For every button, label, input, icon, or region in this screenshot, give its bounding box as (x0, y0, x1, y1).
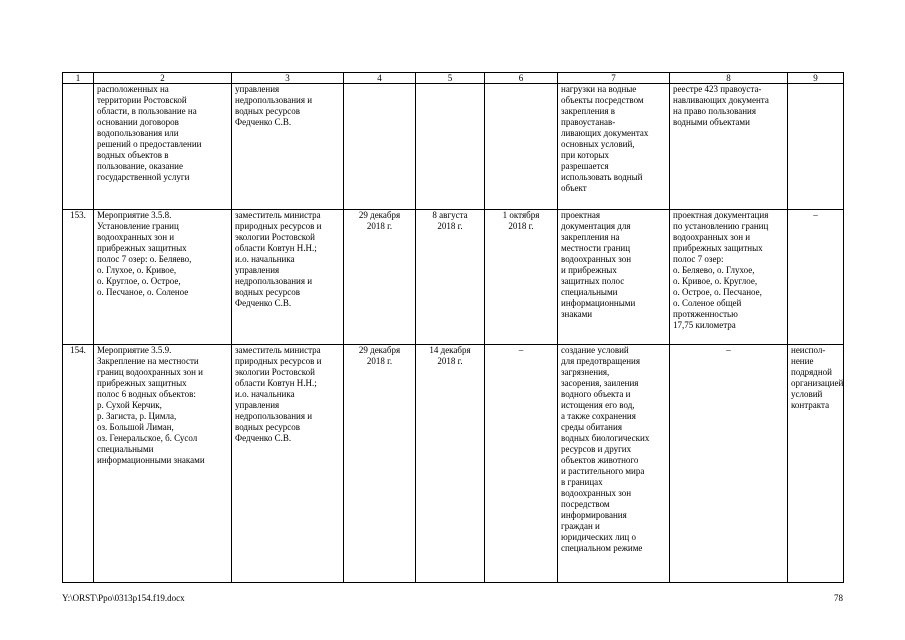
note-cell: неиспол- нение подрядной организацией условий контракта (788, 345, 844, 583)
end-date-cell: 1 октября 2018 г. (485, 210, 558, 345)
col-header-4: 4 (344, 73, 416, 84)
table-row (63, 345, 844, 583)
start-date-cell: 14 декабря 2018 г. (416, 345, 485, 583)
col-header-3: 3 (232, 73, 344, 84)
page-number: 78 (834, 593, 843, 603)
deadline-cell (344, 84, 416, 210)
result-cell: нагрузки на водные объекты посредством закрепления в правоустанав- ливающих документах основных условий, при которых разрешается использовать водный объект (558, 84, 670, 210)
deadline-cell: 29 декабря 2018 г. (344, 345, 416, 583)
note-cell (788, 84, 844, 210)
deadline-cell: 29 декабря 2018 г. (344, 210, 416, 345)
start-date-cell (416, 84, 485, 210)
row-number: 153. (63, 210, 94, 345)
col-header-2: 2 (94, 73, 232, 84)
table-row (63, 210, 844, 345)
measure-cell: расположенных на территории Ростовской области, в пользование на основании договоров водопользования или решений о предоставлении водных объектов в пользование, оказание государственной услуги (94, 84, 232, 210)
start-date-cell: 8 августа 2018 г. (416, 210, 485, 345)
col-header-8: 8 (670, 73, 788, 84)
column-number-row (63, 73, 844, 84)
col-header-5: 5 (416, 73, 485, 84)
file-path-footer: Y:\ORST\Ppo\0313p154.f19.docx (62, 593, 185, 603)
end-date-cell: – (485, 345, 558, 583)
col-header-6: 6 (485, 73, 558, 84)
document-cell: – (670, 345, 788, 583)
col-header-9: 9 (788, 73, 844, 84)
document-cell: проектная документация по установлению границ водоохранных зон и прибрежных защитных полос 7 озер: о. Беляево, о. Глухое, о. Кривое, о. Круглое, о. Острое, о. Песчаное, о. Соленое общей протяженностью 17,75 километра (670, 210, 788, 345)
row-number: 154. (63, 345, 94, 583)
row-number (63, 84, 94, 210)
document-cell: реестре 423 правоуста- навливающих документа на право пользования водными объектами (670, 84, 788, 210)
responsible-cell: заместитель министра природных ресурсов и экологии Ростовской области Ковтун Н.Н.; и.о. начальника управления недропользования и водных ресурсов Федченко С.В. (232, 210, 344, 345)
result-cell: создание условий для предотвращения загрязнения, засорения, заиления водного объекта и истощения его вод, а также сохранения среды обитания водных биологических ресурсов и других объектов животного и растительного мира в границах водоохранных зон посредством информирования граждан и юридических лиц о специальном режиме (558, 345, 670, 583)
responsible-cell: заместитель министра природных ресурсов и экологии Ростовской области Ковтун Н.Н.; и.о. начальника управления недропользования и водных ресурсов Федченко С.В. (232, 345, 344, 583)
responsible-cell: управления недропользования и водных ресурсов Федченко С.В. (232, 84, 344, 210)
measure-cell: Мероприятие 3.5.8. Установление границ водоохранных зон и прибрежных защитных полос 7 озер: о. Беляево, о. Глухое, о. Кривое, о. Круглое, о. Острое, о. Песчаное, о. Соленое (94, 210, 232, 345)
measure-cell: Мероприятие 3.5.9. Закрепление на местности границ водоохранных зон и прибрежных защитных полос 6 водных объектов: р. Сухой Керчик, р. Загиста, р. Цимла, оз. Большой Лиман, оз. Генеральское, б. Сусол специальными информационными знаками (94, 345, 232, 583)
note-cell: – (788, 210, 844, 345)
end-date-cell (485, 84, 558, 210)
col-header-1: 1 (63, 73, 94, 84)
col-header-7: 7 (558, 73, 670, 84)
table-row (63, 84, 844, 210)
result-cell: проектная документация для закрепления на местности границ водоохранных зон и прибрежных защитных полос специальными информационными знаками (558, 210, 670, 345)
plan-table (62, 72, 844, 583)
